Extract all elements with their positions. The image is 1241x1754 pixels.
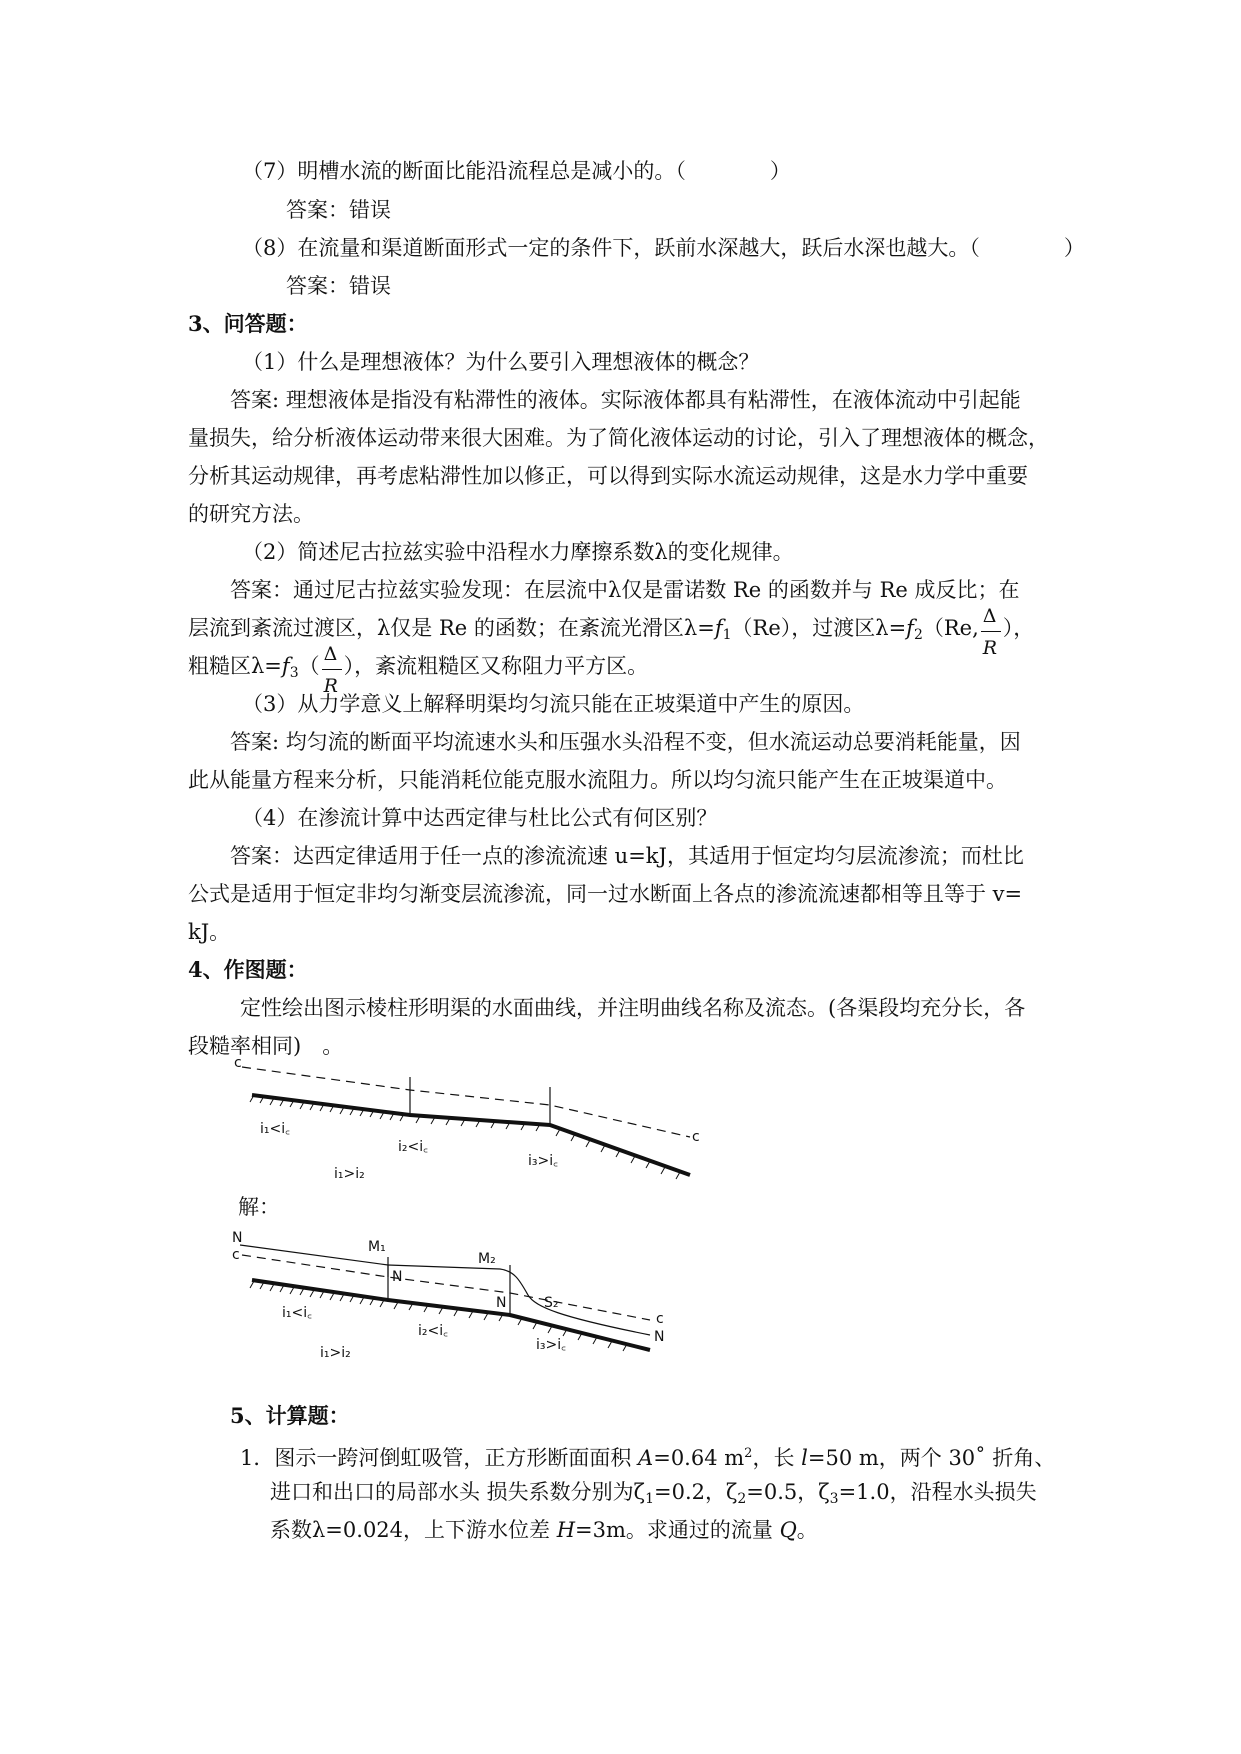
- solution-profile-figure: [230, 1225, 710, 1360]
- delta-over-r-fraction: $\frac{\Delta}{R}$: [979, 616, 1003, 644]
- qa-answer-4-line-1: 答案：达西定律适用于任一点的渗流流速 u=kJ，其适用于恒定均匀层流渗流；而杜比: [230, 844, 1024, 868]
- normal-line-label-left: N: [232, 1230, 243, 1246]
- drawing-prompt-line-1: 定性绘出图示棱柱形明渠的水面曲线，并注明曲线名称及流态。(各渠段均充分长，各: [240, 996, 1026, 1020]
- qa-answer-1-line-4: 的研究方法。: [188, 502, 314, 526]
- slope-label-3: i₃>i꜀: [536, 1337, 566, 1353]
- qa-answer-3-line-2: 此从能量方程来分析，只能消耗位能克服水流阻力。所以均匀流只能产生在正坡渠道中。: [188, 768, 1007, 792]
- qa-answer-1-line-3: 分析其运动规律，再考虑粘滞性加以修正，可以得到实际水流运动规律，这是水力学中重要: [188, 464, 1028, 488]
- critical-line-label-left: c: [232, 1247, 240, 1263]
- qa-answer-2-line-1: 答案：通过尼古拉兹实验发现：在层流中λ仅是雷诺数 Re 的函数并与 Re 成反比；在: [230, 578, 1020, 602]
- critical-line-label-left: c: [234, 1055, 242, 1071]
- normal-label-mid-2: N: [496, 1295, 507, 1311]
- qa-answer-4-line-3: kJ。: [188, 920, 231, 944]
- qa-question-4: （4）在渗流计算中达西定律与杜比公式有何区别？: [242, 806, 718, 830]
- calc-problem-line-3: 系数λ=0.024，上下游水位差 H=3m。求通过的流量 Q。: [270, 1518, 818, 1542]
- slope-label-1: i₁<i꜀: [282, 1305, 312, 1321]
- critical-line-label-right: c: [656, 1311, 664, 1327]
- curve-label-m1: M₁: [368, 1239, 386, 1255]
- calc-problem-line-2: 进口和出口的局部水头 损失系数分别为$\zeta_1=0.2$，$\zeta_2=0.5$，$\zeta_3=1.0$，沿程水头损失: [270, 1480, 1037, 1507]
- section-3-heading: 3、问答题：: [188, 311, 308, 336]
- tf-answer-7: 答案：错误: [286, 198, 391, 222]
- tf-question-8: （8）在流量和渠道断面形式一定的条件下，跃前水深越大，跃后水深也越大。（ ）: [242, 236, 1085, 260]
- curve-label-s2: S₂: [544, 1295, 559, 1311]
- qa-answer-4-line-2: 公式是适用于恒定非均匀渐变层流渗流，同一过水断面上各点的渗流流速都相等且等于 v=: [188, 882, 1023, 906]
- qa-answer-1-line-1: 答案: 理想液体是指没有粘滞性的液体。实际液体都具有粘滞性，在液体流动中引起能: [230, 388, 1021, 412]
- slope-label-1: i₁<i꜀: [260, 1121, 290, 1137]
- normal-line-label-right: N: [654, 1329, 665, 1345]
- qa-answer-3-line-1: 答案: 均匀流的断面平均流速水头和压强水头沿程不变，但水流运动总要消耗能量，因: [230, 730, 1021, 754]
- slope-label-2: i₂<i꜀: [398, 1139, 428, 1155]
- normal-label-mid-1: N: [392, 1269, 403, 1285]
- qa-question-1: （1）什么是理想液体？为什么要引入理想液体的概念？: [242, 350, 760, 374]
- calc-problem-line-1: 1．图示一跨河倒虹吸管，正方形断面面积 A=0.64 $m^2$，长 l=50 m，两个 30˚ 折角、: [240, 1446, 1056, 1470]
- section-5-heading: 5、计算题：: [230, 1403, 350, 1428]
- qa-answer-2-line-2: 层流到紊流过渡区，λ仅是 Re 的函数；在紊流光滑区$\lambda=f_1(Re)$，过渡区$\lambda=f_2(Re$, $\frac{\Delta}{R}$ ），: [188, 604, 1035, 659]
- critical-line-label-right: c: [692, 1129, 700, 1145]
- tf-question-7: （7）明槽水流的断面比能沿流程总是减小的。（ ）: [242, 159, 791, 183]
- delta-over-r-fraction: $\frac{\Delta}{R}$: [320, 654, 344, 682]
- drawing-prompt-line-2: 段糙率相同) 。: [188, 1034, 344, 1058]
- slope-label-2: i₂<i꜀: [418, 1323, 448, 1339]
- qa-question-2: （2）简述尼古拉兹实验中沿程水力摩擦系数λ的变化规律。: [242, 540, 794, 564]
- qa-answer-2-line-3: 粗糙区$\lambda=f_3$（ $\frac{\Delta}{R}$ ），紊流粗糙区又称阻力平方区。: [188, 642, 649, 697]
- tf-answer-8: 答案：错误: [286, 274, 391, 298]
- section-4-heading: 4、作图题：: [188, 957, 308, 982]
- solution-label: 解：: [238, 1195, 280, 1219]
- slope-relation-label: i₁>i₂: [320, 1345, 351, 1360]
- channel-profile-figure: [230, 1055, 710, 1185]
- slope-relation-label: i₁>i₂: [334, 1166, 365, 1182]
- slope-label-3: i₃>i꜀: [528, 1153, 558, 1169]
- qa-question-3: （3）从力学意义上解释明渠均匀流只能在正坡渠道中产生的原因。: [242, 692, 865, 716]
- qa-answer-1-line-2: 量损失，给分析液体运动带来很大困难。为了简化液体运动的讨论，引入了理想液体的概念，: [188, 426, 1049, 450]
- curve-label-m2: M₂: [478, 1251, 496, 1267]
